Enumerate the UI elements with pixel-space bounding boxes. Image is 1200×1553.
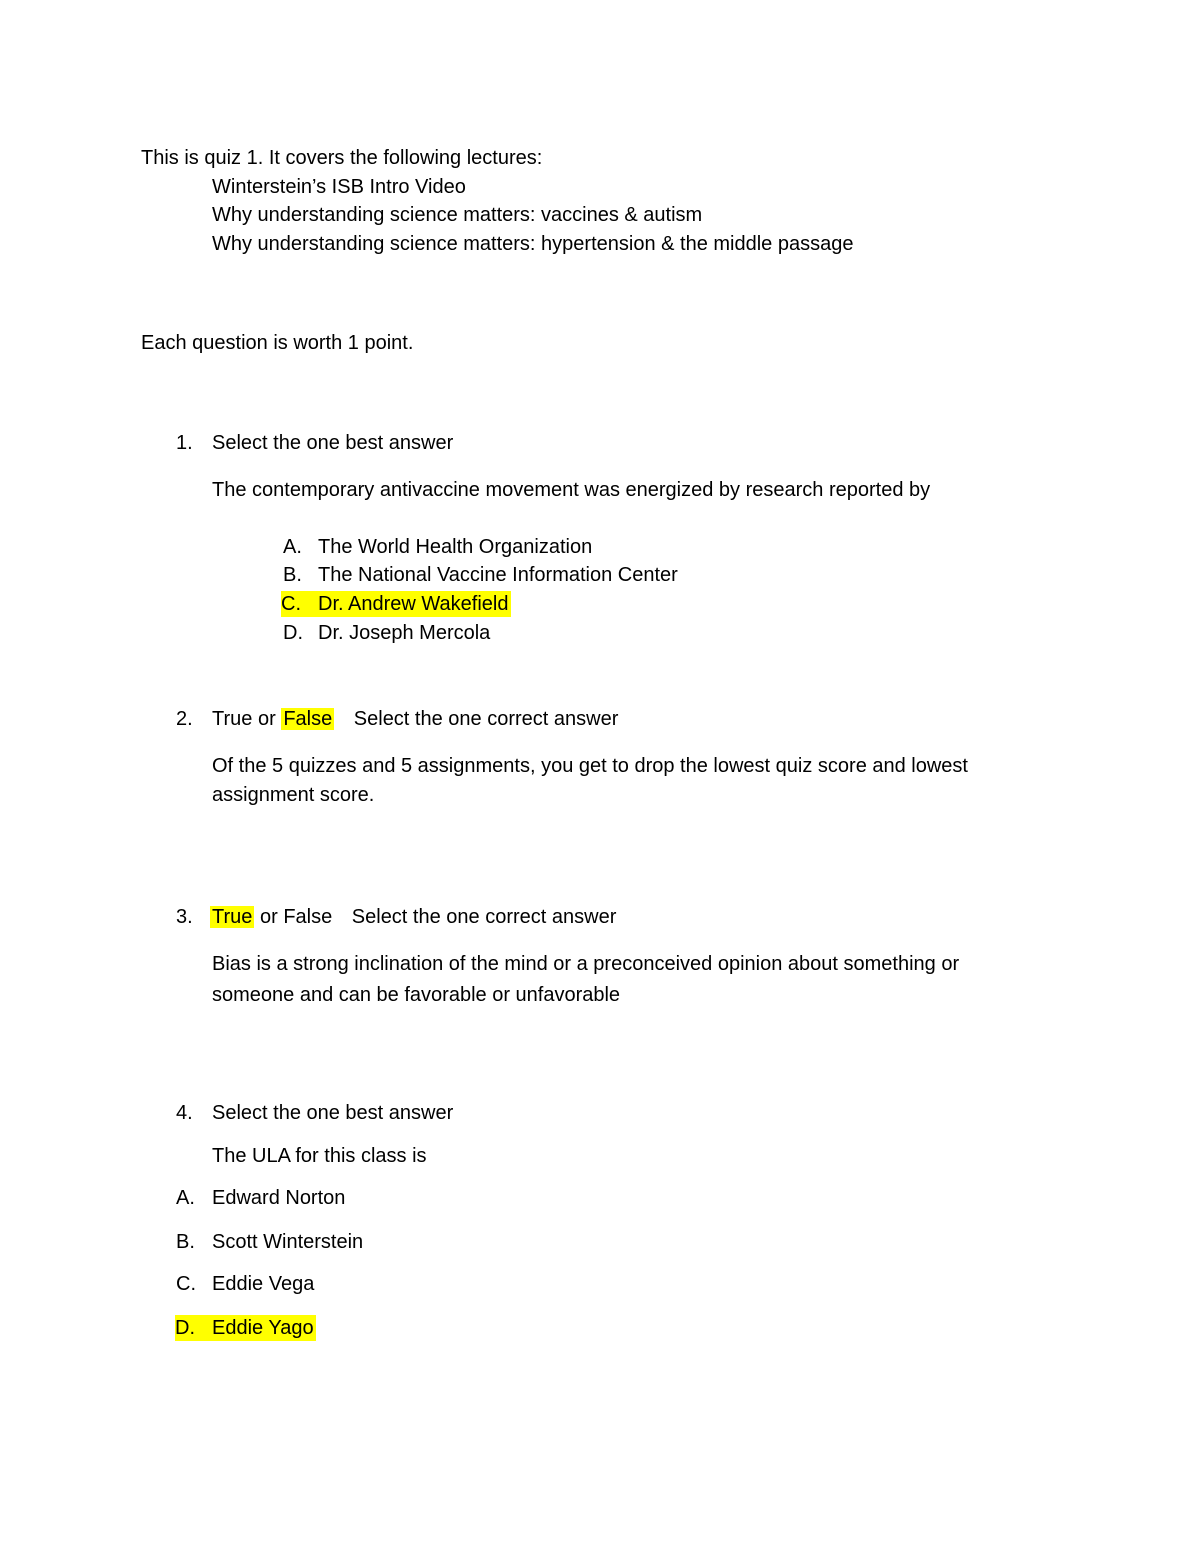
- option-letter: D.: [175, 1317, 195, 1339]
- option-letter: C.: [176, 1273, 196, 1295]
- or-label: or: [257, 708, 276, 730]
- option-letter: C.: [281, 593, 301, 615]
- or-label: or: [259, 906, 278, 928]
- true-false-line: [210, 904, 616, 930]
- option-letter: D.: [283, 622, 303, 644]
- highlighted-correct-option: [175, 1315, 316, 1341]
- lecture-item: Why understanding science matters: vaccines & autism: [212, 204, 703, 226]
- option-text: Dr. Andrew Wakefield: [318, 593, 509, 615]
- scoring-note: Each question is worth 1 point.: [141, 332, 414, 354]
- option-text: Edward Norton: [212, 1187, 346, 1209]
- question-instruction: Select the one correct answer: [351, 906, 617, 928]
- true-label-highlighted: True: [212, 906, 253, 928]
- question-prompt: Bias is a strong inclination of the mind or a preconceived opinion about something or: [212, 953, 960, 975]
- highlighted-correct-option: [281, 591, 511, 617]
- question-number: 3.: [176, 906, 193, 928]
- option-letter: B.: [176, 1231, 195, 1253]
- question-instruction: Select the one best answer: [212, 432, 454, 454]
- question-number: 4.: [176, 1102, 193, 1124]
- option-text: Eddie Yago: [212, 1317, 314, 1339]
- false-label: False: [283, 906, 333, 928]
- option-letter: A.: [283, 536, 302, 558]
- question-number: 1.: [176, 432, 193, 454]
- question-number: 2.: [176, 708, 193, 730]
- option-text: Scott Winterstein: [212, 1231, 364, 1253]
- false-label-highlighted: False: [283, 708, 333, 730]
- question-prompt: someone and can be favorable or unfavorable: [212, 984, 621, 1006]
- lecture-item: Winterstein’s ISB Intro Video: [212, 176, 466, 198]
- option-text: Dr. Joseph Mercola: [318, 622, 491, 644]
- question-instruction: Select the one best answer: [212, 1102, 454, 1124]
- true-label: True: [212, 708, 253, 730]
- quiz-intro-line: This is quiz 1. It covers the following lectures:: [141, 147, 543, 169]
- question-prompt: Of the 5 quizzes and 5 assignments, you get to drop the lowest quiz score and lowest: [212, 755, 968, 777]
- option-text: The National Vaccine Information Center: [318, 564, 678, 586]
- option-text: The World Health Organization: [318, 536, 593, 558]
- question-prompt: The contemporary antivaccine movement was energized by research reported by: [212, 479, 931, 501]
- question-prompt: assignment score.: [212, 784, 375, 806]
- option-letter: B.: [283, 564, 302, 586]
- true-false-line: [212, 706, 618, 732]
- question-instruction: Select the one correct answer: [353, 708, 619, 730]
- lecture-item: Why understanding science matters: hypertension & the middle passage: [212, 233, 854, 255]
- option-text: Eddie Vega: [212, 1273, 315, 1295]
- option-letter: A.: [176, 1187, 195, 1209]
- question-prompt: The ULA for this class is: [212, 1145, 427, 1167]
